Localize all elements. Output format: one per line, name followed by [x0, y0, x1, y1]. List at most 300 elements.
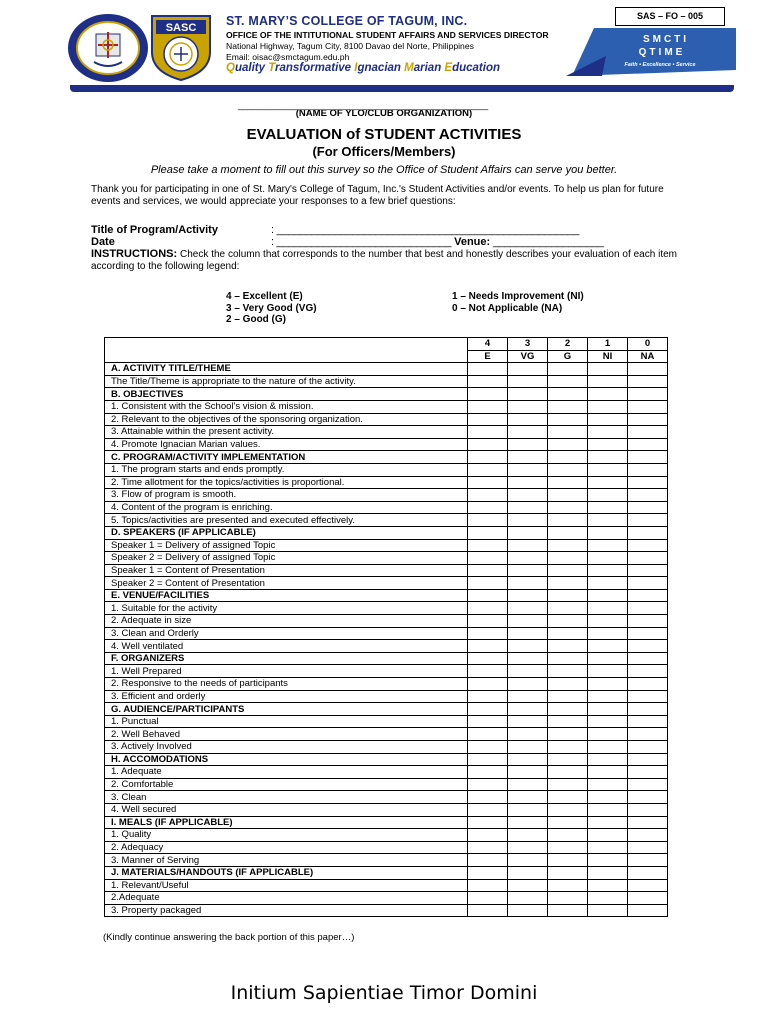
rating-cell-g[interactable] — [548, 501, 588, 514]
criterion-row — [105, 476, 668, 489]
sasc-shield-logo — [148, 12, 214, 82]
rating-cell-g[interactable] — [548, 791, 588, 804]
rating-cell-na[interactable] — [628, 615, 668, 628]
criterion-row — [105, 728, 668, 741]
section-title: J. MATERIALS/HANDOUTS (IF APPLICABLE) — [105, 866, 468, 879]
rating-cell-na[interactable] — [628, 539, 668, 552]
intro-paragraph: Thank you for participating in one of St. Mary's College of Tagum, Inc.'s Student Activities and/or events. To help us plan for future events and services, we would appreciate your responses to a few brief questions: — [91, 184, 664, 207]
rating-cell-g[interactable] — [548, 854, 588, 867]
rating-cell-ni[interactable] — [588, 841, 628, 854]
rating-cell-na[interactable] — [628, 476, 668, 489]
legend-right — [452, 291, 584, 314]
section-header-row — [105, 388, 668, 401]
rating-cell-ni[interactable] — [588, 791, 628, 804]
rating-cell-e[interactable] — [468, 854, 508, 867]
section-header-row — [105, 526, 668, 539]
rating-cell-vg[interactable] — [508, 400, 548, 413]
rating-cell-g[interactable] — [548, 602, 588, 615]
score-number: 4 — [468, 338, 508, 351]
rating-cell-na — [628, 866, 668, 879]
rating-cell-ni[interactable] — [588, 501, 628, 514]
venue-label: Venue: — [454, 236, 491, 248]
rating-cell-e[interactable] — [468, 892, 508, 905]
criteria-header-cell — [105, 338, 468, 363]
rating-cell-g[interactable] — [548, 766, 588, 779]
rating-cell-na[interactable] — [628, 400, 668, 413]
rating-cell-vg[interactable] — [508, 375, 548, 388]
criterion-text: 2. Comfortable — [105, 778, 468, 791]
rating-cell-g — [548, 703, 588, 716]
rating-cell-ni[interactable] — [588, 489, 628, 502]
rating-cell-g[interactable] — [548, 627, 588, 640]
form-code-box: SAS – FO – 005 — [615, 7, 725, 26]
criterion-row — [105, 615, 668, 628]
rating-cell-na — [628, 388, 668, 401]
rating-cell-na[interactable] — [628, 829, 668, 842]
rating-cell-e[interactable] — [468, 879, 508, 892]
rating-cell-ni[interactable] — [588, 577, 628, 590]
rating-cell-vg — [508, 652, 548, 665]
rating-cell-e — [468, 816, 508, 829]
rating-cell-ni[interactable] — [588, 413, 628, 426]
rating-cell-na — [628, 816, 668, 829]
rating-cell-g[interactable] — [548, 690, 588, 703]
rating-cell-g[interactable] — [548, 803, 588, 816]
rating-cell-e[interactable] — [468, 741, 508, 754]
criterion-text: 3. Actively Involved — [105, 741, 468, 754]
rating-cell-ni[interactable] — [588, 728, 628, 741]
rating-cell-na[interactable] — [628, 803, 668, 816]
criterion-row — [105, 841, 668, 854]
rating-cell-na[interactable] — [628, 854, 668, 867]
rating-cell-e[interactable] — [468, 766, 508, 779]
rating-cell-ni[interactable] — [588, 627, 628, 640]
rating-cell-ni[interactable] — [588, 426, 628, 439]
continue-note: (Kindly continue answering the back portion of this paper…) — [103, 932, 355, 943]
score-number: 3 — [508, 338, 548, 351]
rating-cell-na[interactable] — [628, 778, 668, 791]
rating-cell-vg[interactable] — [508, 766, 548, 779]
form-subtitle: (For Officers/Members) — [312, 144, 456, 159]
rating-cell-ni[interactable] — [588, 476, 628, 489]
criterion-text: 3. Flow of program is smooth. — [105, 489, 468, 502]
evaluation-table — [104, 337, 668, 917]
rating-cell-na — [628, 652, 668, 665]
rating-cell-g[interactable] — [548, 841, 588, 854]
criterion-text: Speaker 2 = Delivery of assigned Topic — [105, 552, 468, 565]
rating-cell-na[interactable] — [628, 426, 668, 439]
rating-cell-e[interactable] — [468, 438, 508, 451]
rating-cell-e — [468, 363, 508, 376]
rating-cell-g[interactable] — [548, 375, 588, 388]
rating-cell-ni[interactable] — [588, 400, 628, 413]
section-title: D. SPEAKERS (IF APPLICABLE) — [105, 526, 468, 539]
rating-cell-ni[interactable] — [588, 602, 628, 615]
rating-cell-na[interactable] — [628, 879, 668, 892]
section-title: B. OBJECTIVES — [105, 388, 468, 401]
motto-word: Ignacian — [354, 62, 405, 74]
criterion-text: 1. Well Prepared — [105, 665, 468, 678]
rating-cell-e[interactable] — [468, 678, 508, 691]
rating-cell-vg[interactable] — [508, 615, 548, 628]
rating-cell-na[interactable] — [628, 665, 668, 678]
criterion-row — [105, 854, 668, 867]
college-motto — [226, 62, 500, 74]
rating-cell-e[interactable] — [468, 514, 508, 527]
criterion-text: Speaker 1 = Content of Presentation — [105, 564, 468, 577]
rating-cell-e[interactable] — [468, 564, 508, 577]
office-name: OFFICE OF THE INTITUTIONAL STUDENT AFFAIRS AND SERVICES DIRECTOR — [226, 30, 549, 40]
section-title: E. VENUE/FACILITIES — [105, 589, 468, 602]
rating-cell-g[interactable] — [548, 552, 588, 565]
program-label: Title of Program/Activity — [91, 224, 218, 236]
section-title: F. ORGANIZERS — [105, 652, 468, 665]
criterion-text: 1. Quality — [105, 829, 468, 842]
footer-motto: Initium Sapientiae Timor Domini — [230, 982, 538, 1004]
rating-cell-na[interactable] — [628, 438, 668, 451]
rating-cell-e — [468, 388, 508, 401]
rating-cell-vg[interactable] — [508, 690, 548, 703]
rating-cell-e — [468, 589, 508, 602]
rating-cell-na[interactable] — [628, 741, 668, 754]
rating-cell-ni[interactable] — [588, 375, 628, 388]
rating-cell-na[interactable] — [628, 728, 668, 741]
rating-cell-e[interactable] — [468, 640, 508, 653]
criterion-text: 4. Well ventilated — [105, 640, 468, 653]
rating-cell-vg[interactable] — [508, 803, 548, 816]
rating-cell-ni[interactable] — [588, 803, 628, 816]
score-code: NI — [588, 350, 628, 363]
rating-cell-vg[interactable] — [508, 829, 548, 842]
rating-cell-ni[interactable] — [588, 879, 628, 892]
rating-cell-vg[interactable] — [508, 728, 548, 741]
rating-cell-vg — [508, 866, 548, 879]
rating-cell-e[interactable] — [468, 375, 508, 388]
program-input-line[interactable]: : ____________________________________________________ — [271, 224, 580, 236]
rating-cell-vg[interactable] — [508, 426, 548, 439]
rating-cell-na[interactable] — [628, 715, 668, 728]
rating-cell-vg[interactable] — [508, 438, 548, 451]
rating-cell-g[interactable] — [548, 489, 588, 502]
section-header-row — [105, 703, 668, 716]
rating-cell-vg — [508, 526, 548, 539]
rating-cell-e — [468, 526, 508, 539]
date-input-line[interactable]: : ______________________________ — [271, 236, 452, 248]
rating-cell-e[interactable] — [468, 602, 508, 615]
rating-cell-e[interactable] — [468, 904, 508, 917]
rating-cell-g[interactable] — [548, 564, 588, 577]
rating-cell-na — [628, 589, 668, 602]
rating-cell-g[interactable] — [548, 539, 588, 552]
legend-item: 1 – Needs Improvement (NI) — [452, 291, 584, 302]
rating-cell-na[interactable] — [628, 577, 668, 590]
criterion-row — [105, 564, 668, 577]
rating-cell-ni[interactable] — [588, 904, 628, 917]
criterion-row — [105, 627, 668, 640]
section-header-row — [105, 589, 668, 602]
criterion-text: 3. Manner of Serving — [105, 854, 468, 867]
criterion-text: 1. Suitable for the activity — [105, 602, 468, 615]
rating-cell-vg[interactable] — [508, 514, 548, 527]
criterion-row — [105, 438, 668, 451]
rating-cell-vg[interactable] — [508, 501, 548, 514]
rating-cell-vg — [508, 753, 548, 766]
section-title: H. ACCOMODATIONS — [105, 753, 468, 766]
rating-cell-g[interactable] — [548, 514, 588, 527]
rating-cell-e[interactable] — [468, 627, 508, 640]
section-header-row — [105, 866, 668, 879]
rating-cell-ni — [588, 652, 628, 665]
rating-cell-ni[interactable] — [588, 829, 628, 842]
venue-input-line[interactable]: ___________________ — [490, 236, 604, 248]
rating-cell-na[interactable] — [628, 375, 668, 388]
rating-cell-g[interactable] — [548, 778, 588, 791]
rating-cell-g[interactable] — [548, 463, 588, 476]
rating-cell-vg[interactable] — [508, 602, 548, 615]
score-number: 1 — [588, 338, 628, 351]
rating-cell-vg[interactable] — [508, 715, 548, 728]
criterion-row — [105, 766, 668, 779]
motto-word: Transformative — [268, 62, 355, 74]
rating-cell-vg[interactable] — [508, 463, 548, 476]
criterion-text: 1. Adequate — [105, 766, 468, 779]
rating-cell-ni[interactable] — [588, 892, 628, 905]
criterion-text: 2. Relevant to the objectives of the sponsoring organization. — [105, 413, 468, 426]
criterion-text: 3. Clean — [105, 791, 468, 804]
rating-cell-g[interactable] — [548, 615, 588, 628]
rating-cell-ni — [588, 526, 628, 539]
motto-word: Marian — [404, 62, 445, 74]
criterion-text: 3. Efficient and orderly — [105, 690, 468, 703]
rating-cell-vg[interactable] — [508, 778, 548, 791]
svg-text:SMCTI: SMCTI — [642, 34, 690, 45]
rating-cell-ni — [588, 451, 628, 464]
criterion-row — [105, 501, 668, 514]
rating-cell-e[interactable] — [468, 413, 508, 426]
rating-cell-na[interactable] — [628, 904, 668, 917]
rating-cell-e[interactable] — [468, 615, 508, 628]
rating-cell-na[interactable] — [628, 627, 668, 640]
criterion-row — [105, 463, 668, 476]
criterion-row — [105, 741, 668, 754]
criterion-row — [105, 879, 668, 892]
rating-cell-g[interactable] — [548, 400, 588, 413]
criterion-text: 5. Topics/activities are presented and executed effectively. — [105, 514, 468, 527]
rating-cell-vg[interactable] — [508, 904, 548, 917]
rating-cell-g — [548, 866, 588, 879]
rating-cell-e[interactable] — [468, 552, 508, 565]
rating-cell-ni[interactable] — [588, 665, 628, 678]
rating-cell-vg[interactable] — [508, 665, 548, 678]
rating-cell-e[interactable] — [468, 665, 508, 678]
rating-cell-na[interactable] — [628, 892, 668, 905]
rating-cell-vg — [508, 816, 548, 829]
college-name: ST. MARY’S COLLEGE OF TAGUM, INC. — [226, 14, 468, 28]
motto-word: Quality — [226, 62, 269, 74]
rating-cell-vg[interactable] — [508, 892, 548, 905]
rating-cell-e[interactable] — [468, 778, 508, 791]
rating-cell-e — [468, 753, 508, 766]
criterion-row — [105, 904, 668, 917]
rating-cell-g[interactable] — [548, 476, 588, 489]
rating-cell-na[interactable] — [628, 841, 668, 854]
rating-cell-na[interactable] — [628, 678, 668, 691]
date-label: Date — [91, 236, 115, 248]
rating-cell-g[interactable] — [548, 741, 588, 754]
rating-cell-vg[interactable] — [508, 413, 548, 426]
rating-cell-ni[interactable] — [588, 539, 628, 552]
section-title: I. MEALS (IF APPLICABLE) — [105, 816, 468, 829]
score-code: NA — [628, 350, 668, 363]
rating-cell-e[interactable] — [468, 728, 508, 741]
criterion-text: 1. Consistent with the School's vision & mission. — [105, 400, 468, 413]
rating-cell-vg[interactable] — [508, 791, 548, 804]
rating-cell-ni[interactable] — [588, 854, 628, 867]
criterion-text: Speaker 1 = Delivery of assigned Topic — [105, 539, 468, 552]
rating-cell-ni[interactable] — [588, 640, 628, 653]
criterion-row — [105, 892, 668, 905]
legend-item: 2 – Good (G) — [226, 314, 286, 325]
rating-cell-ni — [588, 363, 628, 376]
motto-word: Education — [444, 62, 501, 74]
rating-cell-vg[interactable] — [508, 640, 548, 653]
rating-cell-vg[interactable] — [508, 577, 548, 590]
rating-cell-g[interactable] — [548, 715, 588, 728]
rating-cell-e[interactable] — [468, 803, 508, 816]
rating-cell-vg[interactable] — [508, 879, 548, 892]
criterion-text: 2. Time allotment for the topics/activities is proportional. — [105, 476, 468, 489]
rating-cell-ni[interactable] — [588, 690, 628, 703]
rating-cell-e[interactable] — [468, 489, 508, 502]
rating-cell-vg[interactable] — [508, 741, 548, 754]
legend-left — [226, 291, 317, 326]
rating-cell-e[interactable] — [468, 463, 508, 476]
rating-cell-e[interactable] — [468, 577, 508, 590]
rating-cell-e[interactable] — [468, 476, 508, 489]
org-name-line[interactable]: ____________________________________________________ — [238, 100, 488, 110]
rating-cell-vg[interactable] — [508, 854, 548, 867]
rating-cell-ni[interactable] — [588, 678, 628, 691]
rating-cell-g[interactable] — [548, 665, 588, 678]
score-code: G — [548, 350, 588, 363]
rating-cell-ni[interactable] — [588, 615, 628, 628]
rating-cell-na[interactable] — [628, 501, 668, 514]
rating-cell-na[interactable] — [628, 564, 668, 577]
score-code: VG — [508, 350, 548, 363]
criterion-text: 1. The program starts and ends promptly. — [105, 463, 468, 476]
rating-cell-e[interactable] — [468, 426, 508, 439]
criterion-text: 2. Well Behaved — [105, 728, 468, 741]
rating-cell-vg[interactable] — [508, 627, 548, 640]
section-header-row — [105, 363, 668, 376]
date-venue-field — [91, 236, 603, 248]
rating-cell-vg[interactable] — [508, 678, 548, 691]
rating-cell-e[interactable] — [468, 400, 508, 413]
rating-cell-ni[interactable] — [588, 741, 628, 754]
rating-cell-g[interactable] — [548, 892, 588, 905]
rating-cell-e[interactable] — [468, 829, 508, 842]
criterion-text: 2. Adequacy — [105, 841, 468, 854]
criterion-text: Speaker 2 = Content of Presentation — [105, 577, 468, 590]
criterion-row — [105, 552, 668, 565]
rating-cell-vg — [508, 363, 548, 376]
criterion-row — [105, 690, 668, 703]
rating-cell-ni[interactable] — [588, 778, 628, 791]
criterion-text: 1. Punctual — [105, 715, 468, 728]
rating-cell-e — [468, 652, 508, 665]
rating-cell-vg[interactable] — [508, 476, 548, 489]
rating-cell-e[interactable] — [468, 841, 508, 854]
rating-cell-e[interactable] — [468, 791, 508, 804]
rating-cell-vg[interactable] — [508, 564, 548, 577]
rating-cell-e[interactable] — [468, 715, 508, 728]
criterion-row — [105, 413, 668, 426]
rating-cell-g[interactable] — [548, 438, 588, 451]
rating-cell-vg[interactable] — [508, 489, 548, 502]
rating-cell-vg[interactable] — [508, 552, 548, 565]
rating-cell-ni[interactable] — [588, 766, 628, 779]
criterion-text: The Title/Theme is appropriate to the nature of the activity. — [105, 375, 468, 388]
rating-cell-ni[interactable] — [588, 463, 628, 476]
rating-cell-g[interactable] — [548, 413, 588, 426]
rating-cell-g[interactable] — [548, 728, 588, 741]
rating-cell-g — [548, 652, 588, 665]
rating-cell-ni[interactable] — [588, 552, 628, 565]
rating-cell-na[interactable] — [628, 640, 668, 653]
rating-cell-na[interactable] — [628, 690, 668, 703]
rating-cell-ni[interactable] — [588, 715, 628, 728]
rating-cell-ni[interactable] — [588, 438, 628, 451]
rating-cell-vg — [508, 703, 548, 716]
rating-cell-g[interactable] — [548, 577, 588, 590]
rating-cell-na[interactable] — [628, 766, 668, 779]
rating-cell-na[interactable] — [628, 602, 668, 615]
section-title: A. ACTIVITY TITLE/THEME — [105, 363, 468, 376]
rating-cell-na[interactable] — [628, 489, 668, 502]
rating-cell-na[interactable] — [628, 791, 668, 804]
rating-cell-g[interactable] — [548, 678, 588, 691]
criterion-row — [105, 640, 668, 653]
criterion-row — [105, 539, 668, 552]
rating-cell-na[interactable] — [628, 514, 668, 527]
rating-cell-na[interactable] — [628, 552, 668, 565]
rating-cell-ni[interactable] — [588, 564, 628, 577]
criterion-row — [105, 426, 668, 439]
rating-cell-e[interactable] — [468, 690, 508, 703]
rating-cell-e — [468, 451, 508, 464]
criterion-text: 1. Relevant/Useful — [105, 879, 468, 892]
rating-cell-g[interactable] — [548, 829, 588, 842]
rating-cell-g[interactable] — [548, 879, 588, 892]
rating-cell-e[interactable] — [468, 539, 508, 552]
rating-cell-vg — [508, 589, 548, 602]
rating-cell-na[interactable] — [628, 413, 668, 426]
rating-cell-g[interactable] — [548, 640, 588, 653]
rating-cell-vg[interactable] — [508, 841, 548, 854]
rating-cell-na[interactable] — [628, 463, 668, 476]
criterion-row — [105, 375, 668, 388]
rating-cell-e[interactable] — [468, 501, 508, 514]
rating-cell-ni[interactable] — [588, 514, 628, 527]
svg-text:Faith • Excellence • Service: Faith • Excellence • Service — [624, 62, 696, 68]
rating-cell-g[interactable] — [548, 426, 588, 439]
rating-cell-e — [468, 703, 508, 716]
rating-cell-ni — [588, 816, 628, 829]
rating-cell-vg[interactable] — [508, 539, 548, 552]
rating-cell-na — [628, 451, 668, 464]
rating-cell-g[interactable] — [548, 904, 588, 917]
section-header-row — [105, 451, 668, 464]
